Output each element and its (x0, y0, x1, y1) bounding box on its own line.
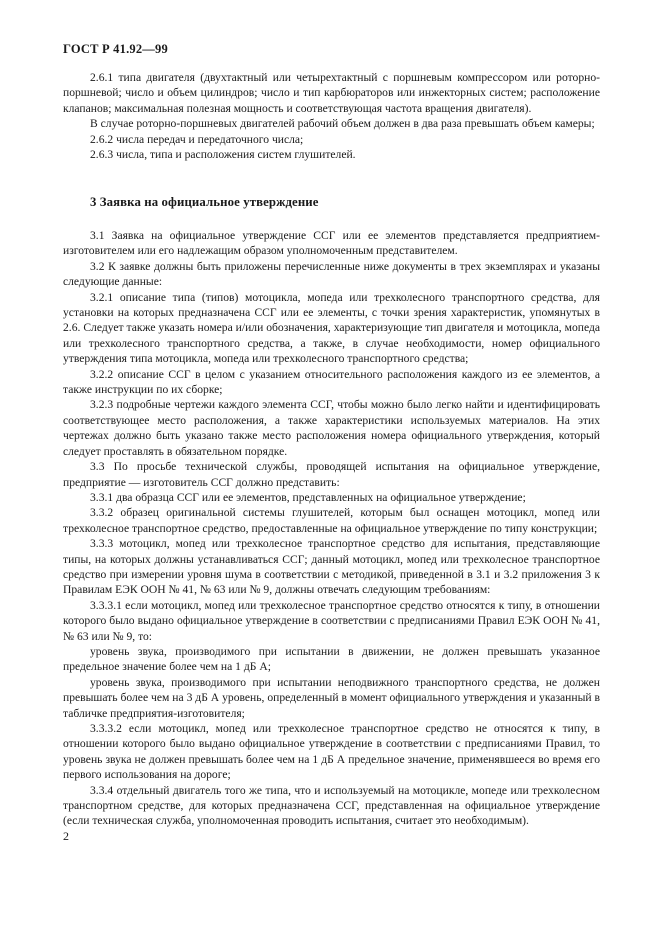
paragraph: 2.6.2 числа передач и передаточного числа; (90, 132, 304, 146)
body-block (63, 228, 600, 829)
paragraph: 3.3.1 два образца ССГ или ее элементов, представленных на официальное утверждение; (90, 490, 526, 504)
paragraph: 2.6.3 числа, типа и расположения систем глушителей. (90, 148, 356, 162)
paragraph: 3.3.3 мотоцикл, мопед или трехколесное транспортное средство для испытания, представляющие типы, на которых должны устанавливаться ССГ; данный мотоцикл, мопед или трехколесное транспортное средство при измерении уровня шума в соответствии с методикой, приведенной в 3.1 и 3.2 приложения 3 к Правилам ЕЭК ООН № 41, № 63 или № 9, должны отвечать следующим требованиям: (63, 537, 600, 597)
paragraph: 3.3 По просьбе технической службы, проводящей испытания на официальное утверждение, предприятие — изготовитель ССГ должно представить: (63, 460, 600, 489)
paragraph: 3.2 К заявке должны быть приложены перечисленные ниже документы в трех экземплярах и указаны следующие данные: (63, 259, 600, 289)
paragraph: 3.2.1 описание типа (типов) мотоцикла, мопеда или трехколесного транспортного средства, для установки на которых предназначена ССГ или ее элементы, с точки зрения характеристик, упомянутых в 2.6. Следует также указать номера и/или обозначения, характеризующие тип двигателя и мотоцикла, мопеда или трехколесного транспортного средства, а также, в случае необходимости, номер официального утверждения типа мотоцикла, мопеда или трехколесного транспортного средства; (63, 290, 600, 366)
document-header: ГОСТ Р 41.92—99 (63, 42, 168, 56)
paragraph: уровень звука, производимого при испытании неподвижного транспортного средства, не должен превышать более чем на 3 дБ А уровень, определенный в момент официального утверждения и указанный в табличке предприятия-изготовителя; (63, 675, 600, 720)
paragraph: 3.1 Заявка на официальное утверждение ССГ или ее элементов представляется предприятием-изготовителем или его надлежащим образом уполномоченным представителем. (63, 229, 600, 258)
paragraph: 3.2.3 подробные чертежи каждого элемента ССГ, чтобы можно было легко найти и идентифицировать соответствующее место расположения, а также характеристики используемых материалов. На этих чертежах должно быть указано также место расположения номера официального утверждения, который следует проставлять в обязательном порядке. (63, 398, 600, 458)
page-number: 2 (63, 829, 69, 843)
paragraph: 3.2.2 описание ССГ в целом с указанием относительного расположения каждого из ее элементов, а также инструкции по их сборке; (63, 367, 600, 397)
paragraph: 3.3.4 отдельный двигатель того же типа, что и используемый на мотоцикле, мопеде или трехколесном транспортном средстве, для которых предназначена ССГ, представленная на официальное утверждение (если техническая служба, уполномоченная проводить испытания, считает это необходимым). (63, 783, 600, 828)
paragraph: В случае роторно-поршневых двигателей рабочий объем должен в два раза превышать объем камеры; (90, 117, 595, 131)
intro-block (63, 70, 600, 162)
paragraph: 3.3.3.1 если мотоцикл, мопед или трехколесное транспортное средство относятся к типу, в отношении которого было выдано официальное утверждение в соответствии с предписаниями Правил ЕЭК ООН № 41, № 63 или № 9, то: (63, 598, 600, 643)
paragraph: 2.6.1 типа двигателя (двухтактный или четырехтактный с поршневым компрессором или роторно-поршневой; число и объем цилиндров; число и тип карбюраторов или инжекторных систем; расположение клапанов; максимальная полезная мощность и соответствующая частота вращения двигателя). (63, 71, 600, 115)
paragraph: 3.3.2 образец оригинальной системы глушителей, которым был оснащен мотоцикл, мопед или трехколесное транспортное средство, предоставленные на официальное утверждение по типу конструкции; (63, 506, 600, 535)
paragraph: уровень звука, производимого при испытании в движении, не должен превышать указанное предельное значение более чем на 1 дБ А; (63, 644, 600, 674)
paragraph: 3.3.3.2 если мотоцикл, мопед или трехколесное транспортное средство не относятся к типу, в отношении которого было выдано официальное утверждение в соответствии с предписаниями Правил, то уровень звука не должен превышать более чем на 1 дБ А предельное значение, применявшееся во время его первого использования на дороге; (63, 722, 600, 782)
section-title: 3 Заявка на официальное утверждение (90, 195, 319, 209)
